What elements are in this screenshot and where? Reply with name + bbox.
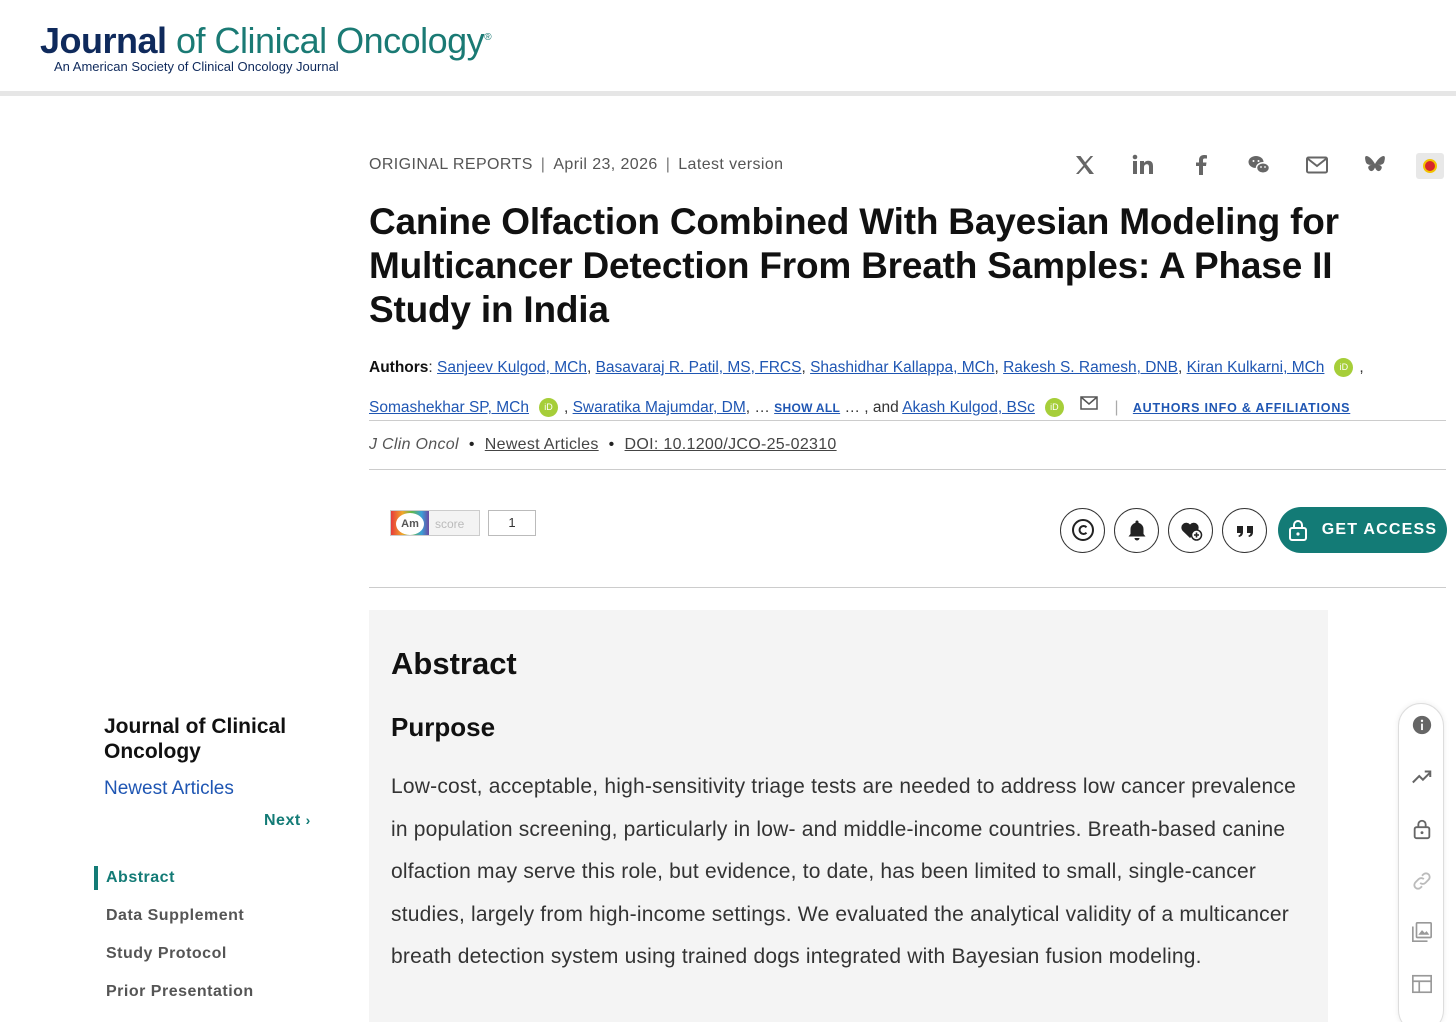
nav-item-prior-presentation[interactable]: Prior Presentation — [106, 983, 254, 1000]
author-link[interactable]: Shashidhar Kallappa, MCh — [810, 359, 995, 376]
lock-icon — [1288, 519, 1308, 541]
bluesky-icon[interactable] — [1360, 150, 1390, 180]
purpose-heading: Purpose — [391, 712, 496, 742]
article-actions — [1060, 507, 1447, 553]
nav-item-data-supplement[interactable]: Data Supplement — [106, 907, 245, 924]
alerts-button[interactable] — [1114, 508, 1159, 553]
doi-link[interactable]: DOI: 10.1200/JCO-25-02310 — [624, 436, 837, 453]
author-link[interactable]: Basavaraj R. Patil, MS, FRCS — [595, 359, 802, 376]
article-title: Canine Olfaction Combined With Bayesian Modeling for Multicancer Detection From Breath Samples: A Phase II Study in India — [369, 201, 1339, 330]
article-date: April 23, 2026 — [553, 156, 658, 173]
orcid-icon[interactable]: iD — [539, 398, 558, 417]
figures-image-icon[interactable] — [1410, 920, 1434, 944]
altmetric-icon: Am — [396, 513, 424, 535]
share-toolbar — [1070, 150, 1390, 180]
bell-icon — [1125, 518, 1149, 542]
divider — [369, 420, 1446, 421]
journal-abbrev: J Clin Oncol — [369, 436, 459, 453]
authors-block: Authors: Sanjeev Kulgod, MCh, Basavaraj R. Patil, MS, FRCS, Shashidhar Kallappa, MCh, Rakesh S. Ramesh, DNB, Kiran Kulkarni, MCh iD , Somashekhar SP, MCh iD , Swaratika Majumdar, DM, … SHOW ALL … , and Akash Kulgod, BSc iD | AUTHORS INFO & AFFILIATIONS — [369, 359, 1364, 416]
metrics-trending-icon[interactable] — [1410, 765, 1434, 789]
section-nav — [94, 866, 254, 1018]
abstract-heading: Abstract — [391, 646, 517, 681]
sidebar-journal-title: Journal of Clinical Oncology — [104, 715, 287, 763]
citation-line: J Clin Oncol • Newest Articles • DOI: 10.1200/JCO-25-02310 — [369, 436, 837, 453]
quote-icon — [1233, 518, 1257, 542]
orcid-icon[interactable]: iD — [1334, 358, 1353, 377]
nav-item-abstract[interactable]: Abstract — [94, 866, 254, 890]
site-header — [0, 0, 1456, 96]
x-icon[interactable] — [1070, 150, 1100, 180]
sidebar-newest-articles-link[interactable]: Newest Articles — [104, 778, 234, 799]
get-access-button[interactable]: GET ACCESS — [1278, 507, 1447, 553]
newest-articles-link[interactable]: Newest Articles — [484, 436, 599, 453]
info-icon[interactable] — [1410, 713, 1434, 737]
authors-label: Authors — [369, 359, 429, 376]
article-meta: ORIGINAL REPORTS | April 23, 2026 | Latest version — [369, 156, 784, 173]
link-icon[interactable] — [1410, 869, 1434, 893]
wechat-icon[interactable] — [1244, 150, 1274, 180]
article-version: Latest version — [678, 156, 784, 173]
author-link[interactable]: Kiran Kulkarni, MCh — [1186, 359, 1325, 376]
linkedin-icon[interactable] — [1128, 150, 1158, 180]
authors-affiliations-link[interactable]: AUTHORS INFO & AFFILIATIONS — [1132, 401, 1351, 415]
orcid-icon[interactable]: iD — [1045, 398, 1064, 417]
show-all-authors-button[interactable]: SHOW ALL — [774, 401, 841, 415]
permissions-button[interactable] — [1060, 508, 1105, 553]
author-link[interactable]: Swaratika Majumdar, DM — [572, 399, 746, 416]
chevron-right-icon: › — [305, 812, 311, 828]
journal-logo[interactable] — [40, 16, 491, 74]
access-lock-icon[interactable] — [1410, 817, 1434, 841]
divider — [369, 587, 1446, 588]
email-icon[interactable] — [1302, 150, 1332, 180]
altmetric-score: 1 — [488, 510, 536, 536]
author-link[interactable]: Somashekhar SP, MCh — [369, 399, 529, 416]
facebook-icon[interactable] — [1186, 150, 1216, 180]
right-toolbar — [1398, 703, 1444, 1022]
corresponding-email-icon[interactable] — [1080, 396, 1098, 410]
divider — [369, 469, 1446, 470]
abstract-section — [369, 610, 1328, 1022]
author-link[interactable]: Sanjeev Kulgod, MCh — [437, 359, 587, 376]
purpose-text: Low-cost, acceptable, high-sensitivity triage tests are needed to address low cancer prevalence in population screening, particularly in low- and middle-income countries. Breath-based canine olfaction may serve this role, but evidence, to date, has been limited to small, single-cancer studies, largely from high-income settings. We evaluated the analytical validity of a multicancer breath detection system using trained dogs integrated with Bayesian fusion modeling. — [391, 775, 1296, 969]
logo-subtitle: An American Society of Clinical Oncology Journal — [54, 59, 339, 74]
article-section: ORIGINAL REPORTS — [369, 156, 533, 173]
altmetric-badge[interactable]: Am score 1 — [390, 510, 536, 536]
cite-button[interactable] — [1222, 508, 1267, 553]
mendeley-icon[interactable] — [1416, 153, 1444, 179]
logo-title: Journal of Clinical Oncology® — [40, 20, 492, 61]
copyright-icon — [1071, 518, 1095, 542]
next-article-button[interactable]: Next › — [264, 812, 311, 829]
nav-item-study-protocol[interactable]: Study Protocol — [106, 945, 227, 962]
author-link[interactable]: Akash Kulgod, BSc — [902, 399, 1035, 416]
author-link[interactable]: Rakesh S. Ramesh, DNB — [1003, 359, 1178, 376]
favorite-button[interactable] — [1168, 508, 1213, 553]
heart-plus-icon — [1179, 518, 1203, 542]
tables-icon[interactable] — [1410, 972, 1434, 996]
sidebar — [104, 714, 334, 829]
